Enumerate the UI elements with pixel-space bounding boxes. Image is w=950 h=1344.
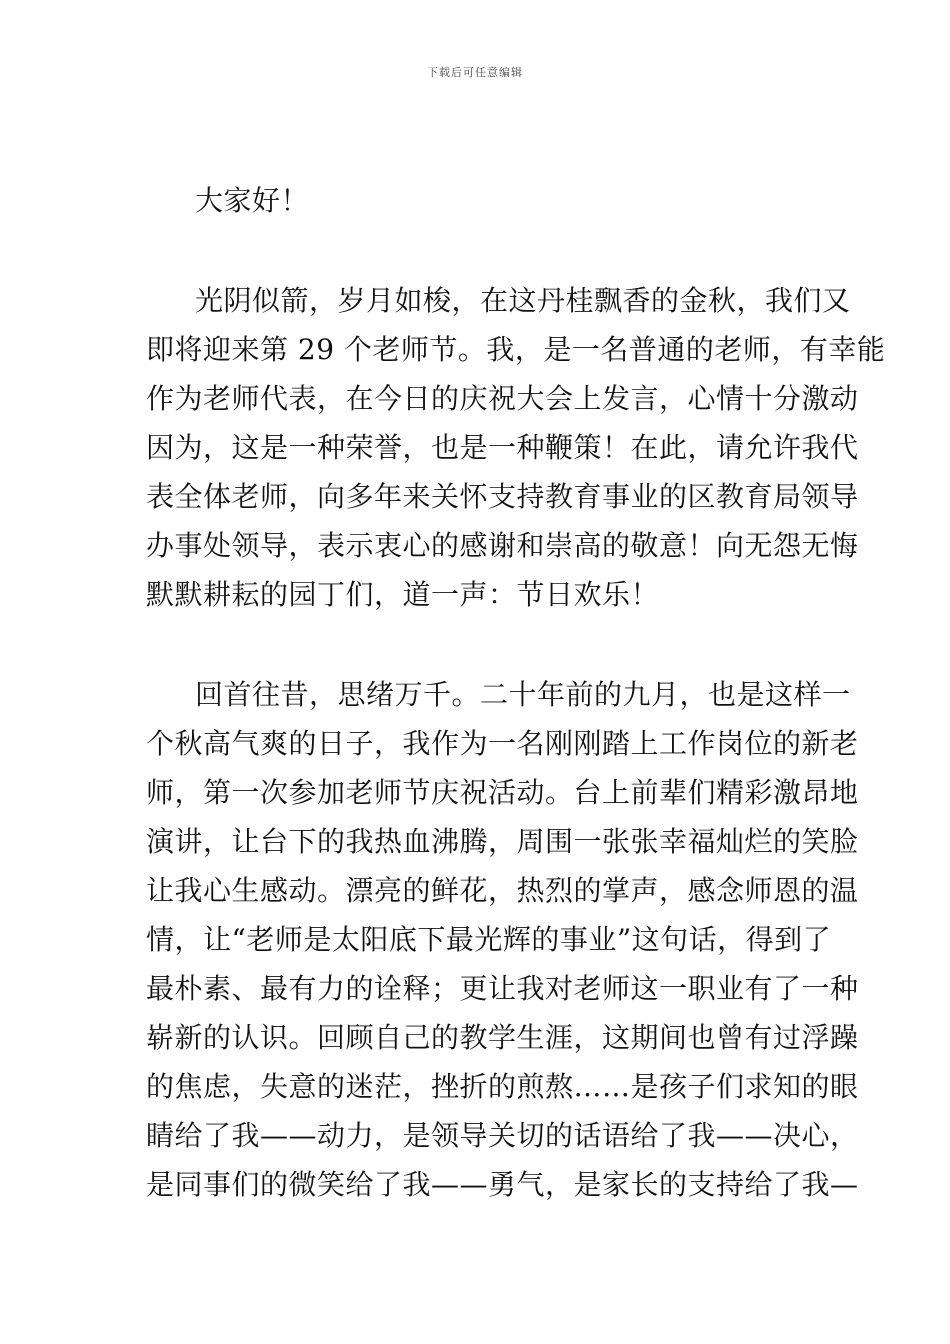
paragraph-gap [146,619,811,670]
text-line: 作为老师代表，在今日的庆祝大会上发言，心情十分激动 [146,382,859,415]
paragraph-intro [146,276,886,619]
text-line: 崭新的认识。回顾自己的教学生涯，这期间也曾有过浮躁 [146,1021,859,1054]
text-line: 情，让“老师是太阳底下最光辉的事业”这句话，得到了 [146,923,832,956]
text-line: 演讲，让台下的我热血沸腾，周围一张张幸福灿烂的笑脸 [146,825,859,858]
text-line: 睛给了我——动力，是领导关切的话语给了我——决心， [146,1119,859,1152]
text-line: 办事处领导，表示衷心的感谢和崇高的敬意！向无怨无悔 [146,529,859,562]
text-line: 个秋高气爽的日子，我作为一名刚刚踏上工作岗位的新老 [146,727,859,760]
text-line: 让我心生感动。漂亮的鲜花，热烈的掌声，感念师恩的温 [146,874,859,907]
document-body [146,176,886,1209]
text-line: 即将迎来第 29 个老师节。我，是一名普通的老师，有幸能 [146,333,886,366]
text-line: 光阴似箭，岁月如梭，在这丹桂飘香的金秋，我们又 [195,284,851,317]
greeting-paragraph [146,176,811,225]
text-line: 师，第一次参加老师节庆祝活动。台上前辈们精彩激昂地 [146,776,859,809]
page-header-note: 下载后可任意编辑 [427,66,523,79]
text-line: 的焦虑，失意的迷茫，挫折的煎熬……是孩子们求知的眼 [146,1070,859,1103]
text-line: 因为，这是一种荣誉，也是一种鞭策！在此，请允许我代 [146,431,859,464]
text-line: 回首往昔，思绪万千。二十年前的九月，也是这样一 [195,678,851,711]
paragraph-memories [146,670,859,1209]
text-line: 默默耕耘的园丁们，道一声：节日欢乐！ [146,578,660,611]
text-line: 是同事们的微笑给了我——勇气，是家长的支持给了我— [146,1168,859,1201]
text-line: 最朴素、最有力的诠释；更让我对老师这一职业有了一种 [146,972,859,1005]
text-line: 表全体老师，向多年来关怀支持教育事业的区教育局领导 [146,480,859,513]
paragraph-gap [146,225,811,276]
text-line: 大家好！ [195,184,310,217]
